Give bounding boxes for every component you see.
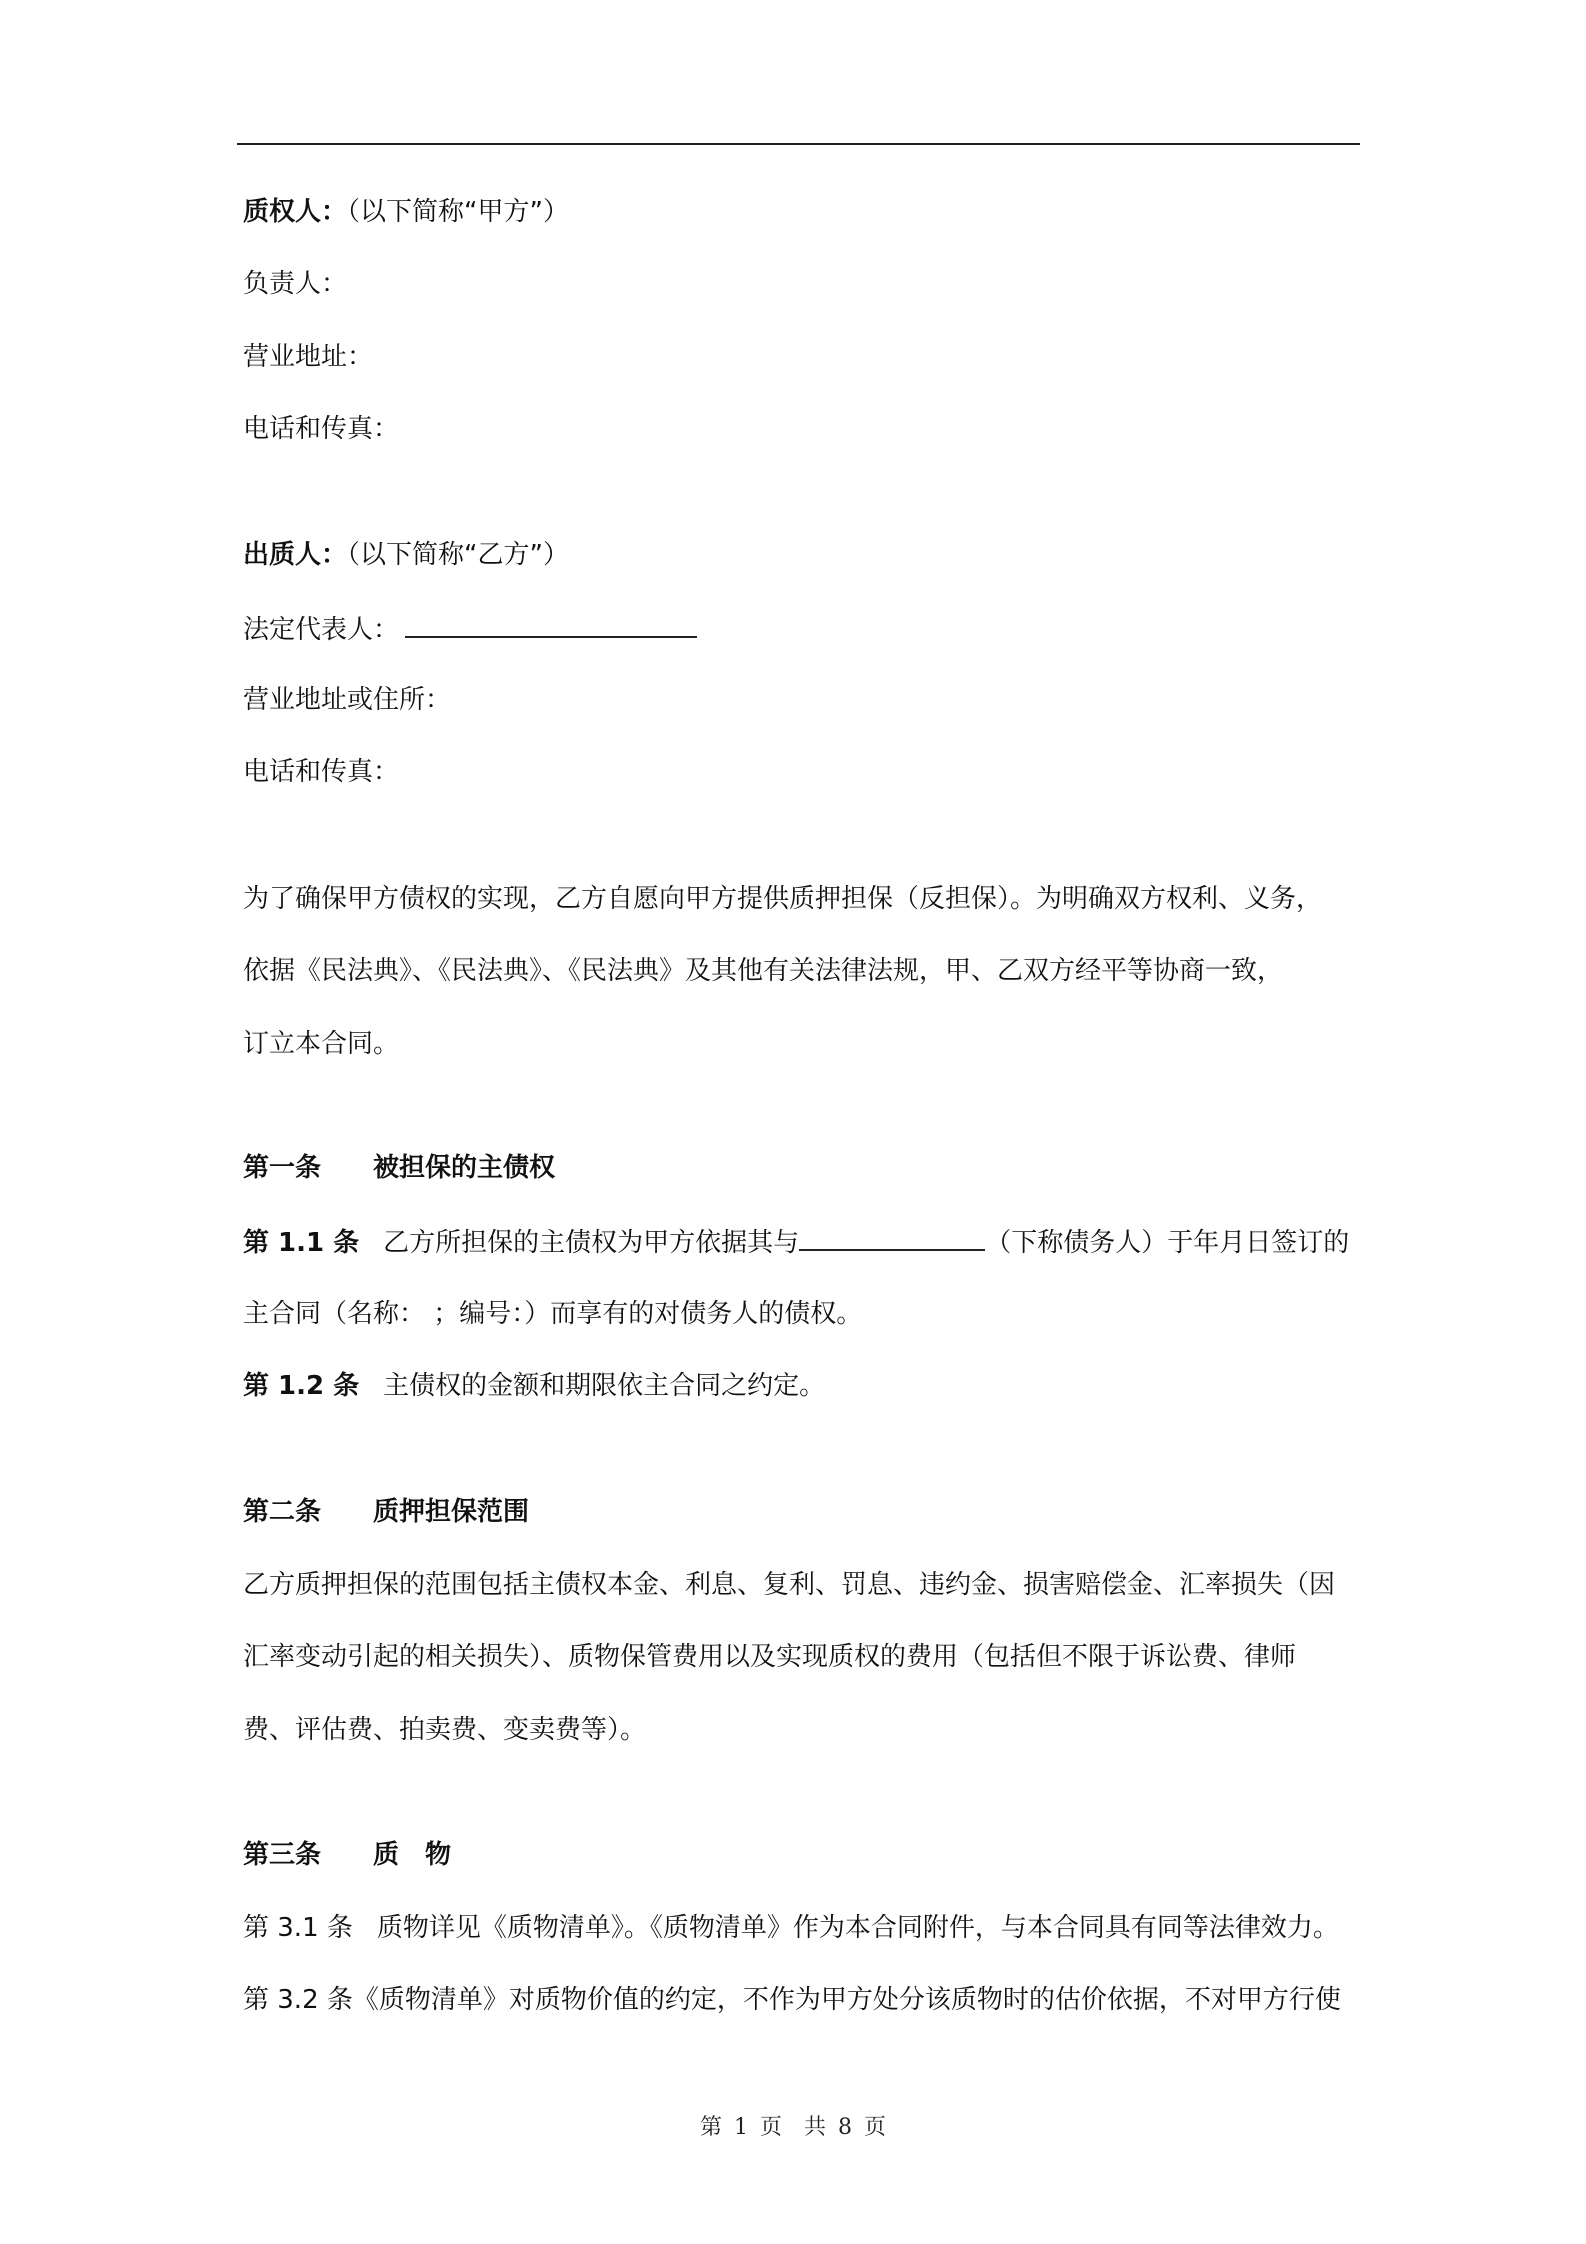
article-3-num: 第三条 [243, 1840, 322, 1870]
footer-mid: 页 共 [759, 2115, 826, 2140]
party-b-legal-rep [243, 608, 697, 650]
clause-3-2-text: 《质物清单》对质物价值的约定，不作为甲方处分该质物时的估价依据，不对甲方行使 [352, 1985, 1341, 2015]
article-3-heading [243, 1835, 451, 1875]
article-3-title: 质 物 [373, 1840, 452, 1870]
article-1-title: 被担保的主债权 [373, 1153, 556, 1183]
clause-1-1-text-b: （下称债务人）于年月日签订的 [985, 1228, 1350, 1258]
footer-page-number: 1 [733, 2115, 748, 2140]
clause-1-1-num: 第 1.1 条 [243, 1228, 360, 1258]
clause-3-1 [243, 1908, 1339, 1948]
party-b-heading [243, 535, 569, 575]
clause-1-2 [243, 1366, 825, 1406]
footer-total-pages: 8 [838, 2115, 852, 2140]
preamble-line-2: 依据《民法典》、《民法典》、《民法典》及其他有关法律法规，甲、乙双方经平等协商一致， [243, 956, 1284, 986]
party-a-note: （以下简称“甲方”） [347, 197, 569, 227]
legal-rep-label: 法定代表人： [243, 615, 400, 645]
article-1-heading [243, 1148, 555, 1188]
header-rule [237, 143, 1360, 145]
article-2-heading [243, 1492, 529, 1532]
article-2-line-2: 汇率变动引起的相关损失）、质物保管费用以及实现质权的费用（包括但不限于诉讼费、律师 [243, 1642, 1297, 1672]
article-2-title: 质押担保范围 [373, 1497, 530, 1527]
party-b-address: 营业地址或住所： [243, 685, 452, 715]
clause-1-1-line-2: 主合同（名称： ；编号：）而享有的对债务人的债权。 [243, 1299, 863, 1329]
clause-1-2-num: 第 1.2 条 [243, 1371, 360, 1401]
debtor-blank[interactable] [799, 1221, 985, 1251]
clause-1-1 [243, 1221, 1349, 1263]
party-a-address: 营业地址： [243, 342, 374, 372]
footer-suffix: 页 [864, 2115, 887, 2140]
clause-3-1-text: 质物详见《质物清单》。《质物清单》作为本合同附件，与本合同具有同等法律效力。 [376, 1913, 1339, 1943]
article-2-line-3: 费、评估费、拍卖费、变卖费等）。 [243, 1715, 647, 1745]
article-1-num: 第一条 [243, 1153, 322, 1183]
preamble-line-1: 为了确保甲方债权的实现，乙方自愿向甲方提供质押担保（反担保）。为明确双方权利、义务， [243, 884, 1323, 914]
party-b-label: 出质人： [243, 540, 348, 570]
page-footer [0, 2113, 1586, 2143]
clause-1-2-text: 主债权的金额和期限依主合同之约定。 [383, 1371, 826, 1401]
article-2-num: 第二条 [243, 1497, 322, 1527]
article-2-line-1: 乙方质押担保的范围包括主债权本金、利息、复利、罚息、违约金、损害赔偿金、汇率损失（因 [243, 1570, 1336, 1600]
clause-3-1-num: 第 3.1 条 [243, 1913, 353, 1943]
party-a-heading [243, 192, 569, 232]
party-b-note: （以下简称“乙方”） [347, 540, 569, 570]
party-a-phone: 电话和传真： [243, 414, 400, 444]
party-b-phone: 电话和传真： [243, 757, 400, 787]
party-a-responsible: 负责人： [243, 269, 348, 299]
legal-rep-blank[interactable] [405, 608, 697, 638]
party-a-label: 质权人： [243, 197, 348, 227]
clause-1-1-text-a: 乙方所担保的主债权为甲方依据其与 [383, 1228, 800, 1258]
footer-prefix: 第 [699, 2115, 722, 2140]
clause-3-2 [243, 1980, 1341, 2020]
clause-3-2-num: 第 3.2 条 [243, 1985, 353, 2015]
preamble-line-3: 订立本合同。 [243, 1029, 400, 1059]
